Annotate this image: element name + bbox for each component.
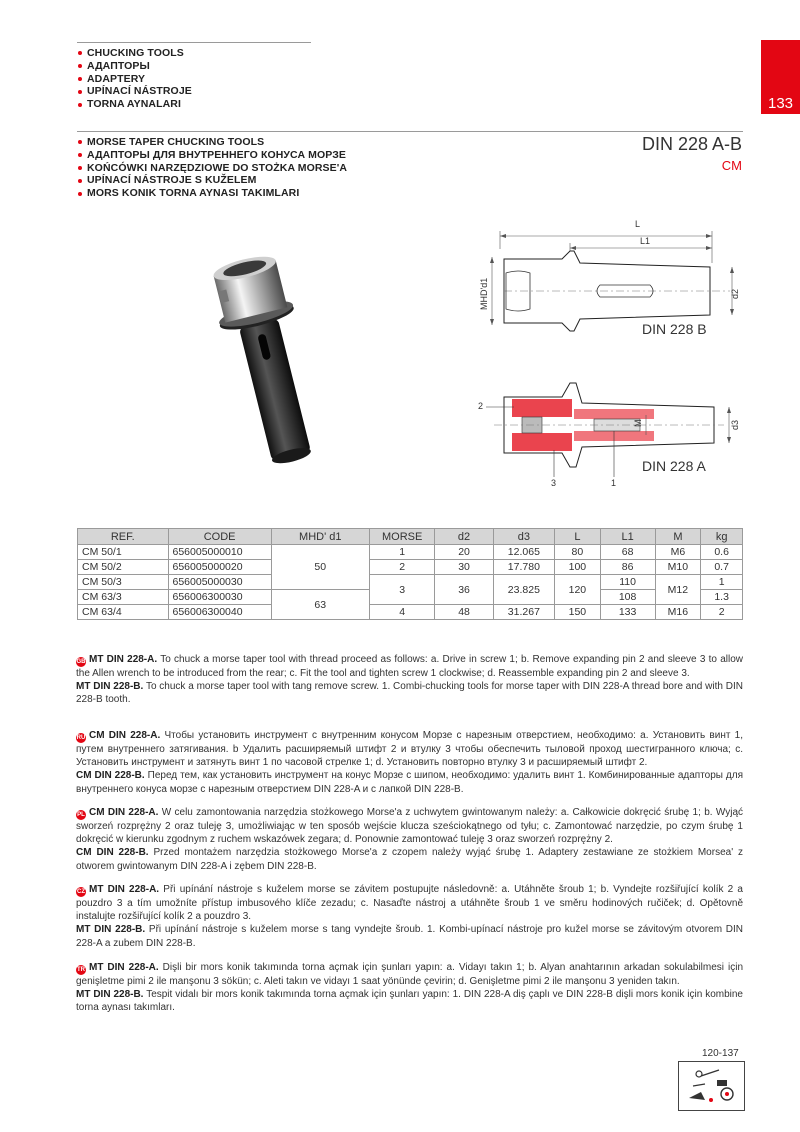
dim-mhd-label: MHD'd1 <box>479 277 489 310</box>
header-rule <box>77 42 311 43</box>
section-rule <box>77 131 743 132</box>
bullet-icon <box>78 64 82 68</box>
col-L: L <box>555 529 601 545</box>
bullet-icon <box>78 153 82 157</box>
dim-d3-label: d3 <box>730 419 740 430</box>
bullet-icon <box>78 90 82 94</box>
category-list <box>77 47 192 111</box>
instructions-cz: CZ MT DIN 228-A. Při upínání nástroje s kuželem morse se závitem postupujte následovně: a. Utáhněte šroub 1; b. Vyndejte rozšiřující kolík 2 a pouzdro 3 a tím umožníte přístup imbusového klíče zezadu; c. Nasaďte nástroj a utáhněte šroub 1 ve směru hodinových ručiček; d. Opětovně instalujte rozšiřující kolík 2 a pouzdro 3. MT DIN 228-B. Při upínání nástroje s kuželem morse s tang vyndejte šroub. 1. Kombi-upínací nástroje pro kužel morse se závitovým otvorem DIN 228-A a zubem DIN 228-B. <box>76 884 743 949</box>
page-number: 133 <box>767 95 794 112</box>
dim-L-label: L <box>635 219 641 229</box>
dim-M-label: M <box>633 419 643 427</box>
section-item: АДАПТОРЫ ДЛЯ ВНУТРЕННЕГО КОНУСА МОРЗЕ <box>77 149 347 162</box>
instructions-ru: RU CM DIN 228-A. Чтобы установить инструмент с внутренним конусом Морзе с нарезным отверстием, необходимо: a. Установить винт 1, путем внутреннего затягивания. b Удалить расширяемый штифт 2 и втулку 3 чтобы обеспечить тыловой проход шестигранного ключа; c. Установить инструмент и затянуть винт 1 по часовой стрелке 1; d. Установить повторно втулку 3 и расширяемый штифт 2. CM DIN 228-B. Перед тем, как установить инструмент на конус Морзе с шипом, необходимо: удалить винт 1. Комбинированные адапторы для внутреннего конуса морзе с нарезным отверстием DIN 228-A и с лапкой DIN 228-B. <box>76 730 743 795</box>
callout-3: 3 <box>551 478 557 488</box>
col-d3: d3 <box>493 529 554 545</box>
din228a-label: DIN 228 A <box>642 458 706 474</box>
col-kg: kg <box>701 529 743 545</box>
flag-pl-icon: PL <box>77 812 85 818</box>
tools-icon-box <box>678 1061 745 1111</box>
bullet-icon <box>78 103 82 107</box>
din228b-label: DIN 228 B <box>642 321 707 337</box>
dim-L1-label: L1 <box>640 236 651 246</box>
col-morse: MORSE <box>369 529 435 545</box>
bullet-icon <box>78 192 82 196</box>
table-row: CM 50/2 656005000020 2 30 17.780 100 86 M10 0.7 <box>78 560 743 575</box>
col-M: M <box>655 529 701 545</box>
bullet-icon <box>78 166 82 170</box>
flag-gb-icon: GB <box>76 659 86 665</box>
section-item: MORSE TAPER CHUCKING TOOLS <box>77 136 347 149</box>
table-row: CM 63/3 656006300030 63 108 1.3 <box>78 590 743 605</box>
callout-2: 2 <box>478 401 484 411</box>
table-row: CM 50/3 656005000030 3 36 23.825 120 110 M12 1 <box>78 575 743 590</box>
category-item: АДАПТОРЫ <box>77 60 192 73</box>
col-L1: L1 <box>600 529 655 545</box>
col-code: CODE <box>168 529 271 545</box>
flag-cz-icon: CZ <box>77 889 85 895</box>
instructions-tr: TR MT DIN 228-A. Dişli bir mors konik takımında torna açmak için şunları yapın: a. Vidayı takın 1; b. Alyan anahtarının arkadan sokulabilmesi için genişletme pimi 2 ile manşonu 3 sökün; c. Aleti takın ve vidayı 1 saat yönünde çevirin; d. Genişletme pimi 2 ile manşonu 3 yeniden takın. MT DIN 228-B. Tespit vidalı bir mors konik takımında torna açmak için şunları yapın: 1. DIN 228-A diş çaplı ve DIN 228-B dişli mors konik için kombine torna aynası takımları. <box>76 962 744 1014</box>
col-mhd: MHD' d1 <box>271 529 369 545</box>
bullet-icon <box>78 179 82 183</box>
din-title: DIN 228 A-B <box>641 134 742 154</box>
bullet-icon <box>78 51 82 55</box>
table-row: CM 63/4 656006300040 4 48 31.267 150 133 M16 2 <box>78 605 743 620</box>
table-header-row <box>78 529 743 545</box>
bullet-icon <box>78 77 82 81</box>
section-list <box>77 136 347 200</box>
spec-table <box>77 528 743 620</box>
dim-d2-label: d2 <box>730 288 740 299</box>
instructions-gb: GB MT DIN 228-A. To chuck a morse taper tool with thread proceed as follows: a. Drive in screw 1; b. Remove expanding pin 2 and sleeve 3 to allow the Allen wrench to be introduced from the rear; c. Fit the tool and tighten screw 1 clockwise; d. Reassemble expanding pin 2 and sleeve 3. MT DIN 228-B. To chuck a morse taper tool with tang remove screw. 1. Combi-chucking tools for morse taper with DIN 228-A thread bore and with DIN 228-B tooth. <box>76 654 743 706</box>
callout-1: 1 <box>611 478 617 488</box>
bullet-icon <box>78 140 82 144</box>
product-photo <box>196 252 336 472</box>
category-item: TORNA AYNALARI <box>77 98 192 111</box>
category-item: CHUCKING TOOLS <box>77 47 192 60</box>
instructions-pl: PL CM DIN 228-A. W celu zamontowania narzędzia stożkowego Morse'a z uchwytem gwintowanym należy: a. Całkowicie dokręcić śrubę 1; b. Wyjąć sworzeń rozprężny 2 oraz tuleję 3, umożliwiając w ten sposób wejście klucza sześciokątnego od tyłu; c. Zamontować narzędzie, po czym śrubę 1 dokręcić w kierunku zgodnym z ruchem wskazówek zegara; d. Ponownie zamontować tuleję 3 oraz sworzeń rozprężny 2. CM DIN 228-B. Przed montażem narzędzia stożkowego Morse'a z czopem należy wyjąć śrubę 1. Adaptery zestawiane ze stożkiem Morsea' z otworem gwintowanym DIN 228-A i zębem DIN 228-B. <box>76 807 744 872</box>
section-item: UPÍNACÍ NÁSTROJE S KUŽELEM <box>77 174 347 187</box>
tools-icon <box>679 1062 744 1110</box>
flag-tr-icon: TR <box>77 967 85 973</box>
section-item: MORS KONIK TORNA AYNASI TAKIMLARI <box>77 187 347 200</box>
col-d2: d2 <box>435 529 493 545</box>
section-item: KOŃCÓWKI NARZĘDZIOWE DO STOŻKA MORSE'A <box>77 162 347 175</box>
category-item: UPÍNACÍ NÁSTROJE <box>77 85 192 98</box>
din-subtitle: CM <box>721 158 742 173</box>
table-row: CM 50/1 656005000010 50 1 20 12.065 80 68 M6 0.6 <box>78 545 743 560</box>
flag-ru-icon: RU <box>76 735 86 741</box>
page-number-tab <box>761 40 800 114</box>
category-item: ADAPTERY <box>77 73 192 86</box>
page-reference: 120-137 <box>702 1048 739 1059</box>
col-ref: REF. <box>78 529 169 545</box>
